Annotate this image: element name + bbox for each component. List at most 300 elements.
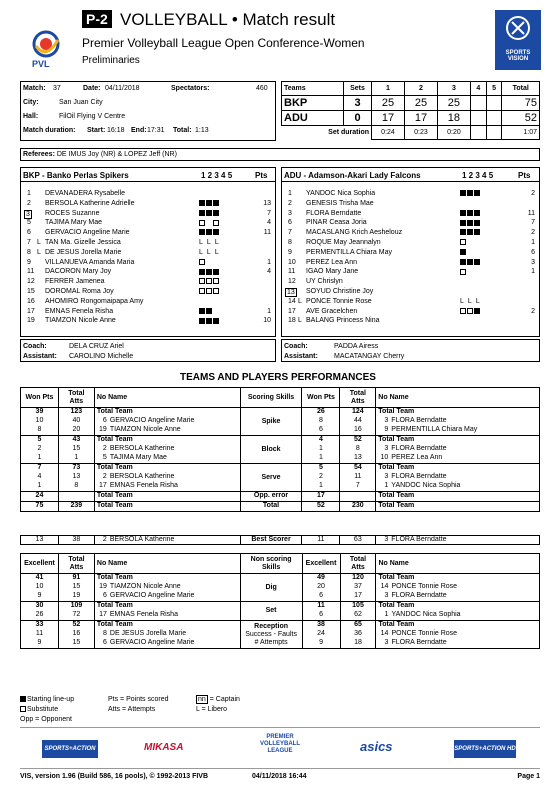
won-cell: 24 xyxy=(21,492,59,502)
player-row xyxy=(21,190,275,199)
player-name: EMNAS Fenela Risha xyxy=(109,611,178,618)
stat-value: 11 xyxy=(317,602,325,609)
set-participation xyxy=(199,278,220,287)
player-name: FLORA Berndatte xyxy=(391,417,447,424)
total-points: 75 xyxy=(502,96,540,111)
stat-value: 49 xyxy=(317,574,325,581)
player-number: 19 xyxy=(27,317,35,325)
stat-value: 2 xyxy=(318,473,323,480)
player-points: 3 xyxy=(531,258,535,266)
set-participation xyxy=(460,190,481,199)
player-entry xyxy=(97,611,238,620)
player-entry xyxy=(378,621,537,630)
won-cell xyxy=(302,464,340,492)
libero-set-mark: L xyxy=(467,297,472,305)
substitute-square xyxy=(213,278,219,284)
stat-value: 1 xyxy=(37,482,42,489)
player-points: 7 xyxy=(267,209,271,217)
player-no: 17 xyxy=(99,611,107,618)
player-name: FLORA Berndatte xyxy=(391,536,447,543)
stat-value: 18 xyxy=(354,639,362,646)
atts-cell: 239 xyxy=(58,502,94,512)
won-cell: 52 xyxy=(302,502,340,512)
stat-value: 30 xyxy=(35,602,44,609)
player-name: DEVANADERA Rysabelle xyxy=(45,190,126,197)
best-value: 13 xyxy=(21,536,59,545)
player-row xyxy=(282,259,539,268)
best-value: 11 xyxy=(302,536,340,545)
stat-value: 15 xyxy=(72,445,81,452)
won-cell xyxy=(302,436,340,464)
player-no: 3 xyxy=(384,592,389,599)
report-header xyxy=(20,8,540,74)
player-name: Total Team xyxy=(96,464,133,471)
page-title: VOLLEYBALL • Match result xyxy=(120,10,336,29)
player-entry xyxy=(97,417,238,426)
match-number: 37 xyxy=(53,85,61,92)
set-score: 17 xyxy=(404,111,437,126)
name-cell xyxy=(376,602,540,621)
player-name: EMNAS Fenela Risha xyxy=(45,307,114,315)
libero-set-mark: L xyxy=(199,239,203,246)
player-points: 4 xyxy=(267,219,271,227)
player-entry xyxy=(378,473,537,482)
stat-value: 120 xyxy=(352,574,364,581)
player-row xyxy=(21,288,275,297)
atts-cell xyxy=(340,464,376,492)
column-header: Non scoring Skills xyxy=(240,554,302,574)
stat-value: 13 xyxy=(353,454,362,461)
won-cell xyxy=(21,408,59,436)
team-a-assistant: CAROLINO Michelle xyxy=(69,353,134,360)
referees-bar xyxy=(20,148,540,161)
coach-label: Coach: xyxy=(284,343,308,350)
player-number: 6 xyxy=(27,229,31,237)
stat-value: 44 xyxy=(353,417,362,424)
stat-value: 26 xyxy=(317,408,325,415)
stat-value: 72 xyxy=(72,611,81,618)
player-points: 11 xyxy=(263,229,271,237)
sponsor-bar xyxy=(20,727,540,769)
player-row xyxy=(21,200,275,209)
player-name: Total Team xyxy=(378,436,415,443)
start-time: 16:18 xyxy=(107,127,125,134)
best-scorer-table xyxy=(20,535,540,545)
column-header: Won Pts xyxy=(302,388,340,408)
libero-set-mark: L xyxy=(199,248,203,256)
player-name: TIAMZON Nicole Anne xyxy=(109,426,181,433)
atts-cell: 230 xyxy=(340,502,376,512)
player-entry xyxy=(378,592,537,601)
player-name: GERVACIO Angeline Marie xyxy=(109,417,195,424)
starting-square xyxy=(467,229,473,235)
player-row xyxy=(21,259,275,268)
player-name: Total Team xyxy=(96,574,133,581)
starting-square xyxy=(206,318,212,324)
stat-value: 54 xyxy=(353,464,362,471)
performance-title: TEAMS AND PLAYERS PERFORMANCES xyxy=(180,372,376,383)
skill-cell: Serve xyxy=(240,464,302,492)
stat-value: 41 xyxy=(35,574,44,581)
player-entry xyxy=(97,408,238,417)
starting-square xyxy=(206,308,212,314)
player-name: PEREZ Lea Ann xyxy=(306,258,357,266)
set-participation xyxy=(460,249,467,258)
starting-square xyxy=(474,229,480,235)
name-cell: Total Team xyxy=(94,492,240,502)
set-participation xyxy=(460,210,481,219)
date-label: Date: xyxy=(83,85,101,92)
team-b-title: ADU - Adamson-Akari Lady Falcons xyxy=(284,171,421,180)
player-number: 15 xyxy=(27,288,35,295)
score-header: 3 xyxy=(437,82,470,96)
score-header: Teams xyxy=(282,82,344,96)
stat-value: 8 xyxy=(355,445,360,452)
starting-square xyxy=(199,200,205,206)
player-name: MACASLANG Krich Aeshelouz xyxy=(306,229,403,237)
stat-value: 10 xyxy=(35,417,44,424)
atts-cell xyxy=(58,464,94,492)
stat-value: 62 xyxy=(354,611,362,618)
player-points: 1 xyxy=(531,268,535,276)
player-number: 11 xyxy=(288,268,296,276)
set-participation xyxy=(199,317,220,326)
starting-square xyxy=(206,200,212,206)
starting-square xyxy=(213,200,219,206)
legend-opponent: Opp = Opponent xyxy=(20,716,72,723)
substitute-square xyxy=(467,308,473,314)
stat-value: 6 xyxy=(319,592,323,599)
stat-value: 11 xyxy=(354,473,362,480)
name-cell xyxy=(376,621,540,649)
starting-square xyxy=(474,308,480,314)
starting-square xyxy=(199,210,205,216)
set-duration-label: Set duration xyxy=(282,126,372,140)
column-header: Total Atts xyxy=(58,388,94,408)
pvl-logo-text: PVL xyxy=(32,59,50,69)
stat-value: 24 xyxy=(317,630,325,637)
city-value: San Juan City xyxy=(59,99,103,106)
name-cell xyxy=(94,408,240,436)
atts-cell xyxy=(58,492,94,502)
player-entry xyxy=(97,592,238,601)
player-points: 1 xyxy=(531,239,535,246)
won-cell xyxy=(302,621,340,649)
set-participation xyxy=(199,219,220,228)
player-points: 2 xyxy=(531,190,535,197)
player-number: 8 xyxy=(27,248,31,256)
player-name: ROQUE May Jeannalyn xyxy=(306,239,381,246)
legend xyxy=(20,696,320,726)
stat-value: 17 xyxy=(354,592,362,599)
skill-cell: Best Scorer xyxy=(240,536,302,545)
stat-value: 1 xyxy=(37,454,42,461)
player-name: Total Team xyxy=(96,408,133,415)
start-label: Start: xyxy=(87,127,106,134)
won-cell xyxy=(21,602,59,621)
player-number: 7 xyxy=(288,229,292,237)
player-name: TIAMZON Nicole Anne xyxy=(109,583,181,590)
footer-version: VIS, version 1.96 (Build 586, 16 pools), © 1992-2013 FIVB xyxy=(20,773,209,780)
stat-value: 15 xyxy=(72,639,81,646)
libero-set-mark: L xyxy=(460,297,464,305)
player-name: VILLANUEVA Amanda Maria xyxy=(45,258,135,266)
team-a-staff xyxy=(20,339,276,362)
player-entry xyxy=(378,417,537,426)
player-name: PONCE Tonnie Rose xyxy=(306,297,372,305)
player-name: Total Team xyxy=(96,436,133,443)
name-cell xyxy=(94,621,240,649)
stat-value: 37 xyxy=(354,583,362,590)
player-number: 3 xyxy=(288,209,292,217)
player-number: 8 xyxy=(288,239,292,246)
skill-cell: Set xyxy=(240,602,302,621)
stat-value: 73 xyxy=(72,464,81,471)
set-participation xyxy=(199,200,220,209)
stat-value: 109 xyxy=(70,602,83,609)
stat-value: 10 xyxy=(35,583,44,590)
stat-value: 15 xyxy=(72,583,81,590)
libero-set-mark: L xyxy=(214,239,219,246)
atts-cell xyxy=(340,408,376,436)
substitute-square xyxy=(199,288,205,294)
player-name: BERSOLA Katherine xyxy=(109,536,175,543)
name-cell xyxy=(94,436,240,464)
team-b-staff xyxy=(281,339,540,362)
player-row xyxy=(282,210,539,219)
player-name: GENESIS Trisha Mae xyxy=(306,199,374,207)
starting-square xyxy=(467,190,473,196)
substitute-square xyxy=(213,288,219,294)
assistant-label: Assistant: xyxy=(284,353,318,360)
starting-square xyxy=(460,220,466,226)
starting-square xyxy=(199,318,205,324)
player-number: 13 xyxy=(287,289,295,296)
score-header: Total xyxy=(502,82,540,96)
player-entry xyxy=(378,464,537,473)
player-entry xyxy=(97,482,238,491)
set-duration: 0:23 xyxy=(404,126,437,140)
player-number: 9 xyxy=(27,258,31,266)
player-points: 13 xyxy=(263,199,271,207)
stat-value: 38 xyxy=(317,621,325,628)
player-row xyxy=(282,239,539,248)
sponsor-logo: SPORTS+ACTION xyxy=(42,740,98,758)
stat-value: 8 xyxy=(74,482,79,489)
starting-square xyxy=(460,249,466,255)
sports-vision-text: SPORTS VISION xyxy=(505,50,531,62)
team-b-player-list xyxy=(282,190,539,330)
stat-value: 1 xyxy=(318,482,323,489)
libero-mark: L xyxy=(37,239,41,246)
libero-set-mark: L xyxy=(206,239,211,246)
set-score xyxy=(470,96,486,111)
substitute-swatch xyxy=(20,706,26,712)
player-name: EMNAS Fenela Risha xyxy=(109,482,178,489)
set-score: 18 xyxy=(437,111,470,126)
starting-square xyxy=(467,210,473,216)
legend-attempts: Atts = Attempts xyxy=(108,706,156,713)
stat-value: 40 xyxy=(72,417,81,424)
player-row xyxy=(282,249,539,258)
set-participation xyxy=(460,298,484,307)
performance-table xyxy=(20,387,540,512)
stat-value: 11 xyxy=(35,630,44,637)
player-points: 1 xyxy=(267,258,271,266)
best-name xyxy=(94,536,240,545)
player-row xyxy=(21,210,275,219)
player-name: GERVACIO Angeline Marie xyxy=(109,639,195,646)
player-number: 12 xyxy=(288,278,296,286)
atts-cell xyxy=(58,621,94,649)
set-score xyxy=(470,111,486,126)
starting-square xyxy=(213,210,219,216)
player-name: Total Team xyxy=(96,602,133,609)
starting-square xyxy=(474,190,480,196)
player-no: 6 xyxy=(102,639,107,646)
column-header: Total Atts xyxy=(340,554,376,574)
won-cell: 75 xyxy=(21,502,59,512)
competition-name: Premier Volleyball League Open Conference-Women xyxy=(82,36,365,50)
player-name: PEREZ Lea Ann xyxy=(391,454,443,461)
set-participation xyxy=(199,229,220,238)
player-row xyxy=(21,249,275,258)
end-label: End: xyxy=(131,127,147,134)
name-cell: Total Team xyxy=(376,502,540,512)
skill-name: Reception xyxy=(254,622,288,630)
player-no: 2 xyxy=(102,445,107,452)
score-header: Sets xyxy=(344,82,372,96)
player-entry xyxy=(378,639,537,648)
set-participation xyxy=(460,259,481,268)
player-no: 1 xyxy=(384,611,389,618)
set-score: 17 xyxy=(372,111,405,126)
coach-label: Coach: xyxy=(23,343,47,350)
starting-square xyxy=(474,259,480,265)
player-row xyxy=(21,298,275,307)
column-header: Scoring Skills xyxy=(240,388,302,408)
player-row xyxy=(282,200,539,209)
won-cell xyxy=(21,621,59,649)
starting-square xyxy=(460,259,466,265)
team-a-title: BKP - Banko Perlas Spikers xyxy=(23,171,129,180)
player-no: 10 xyxy=(380,454,389,461)
player-name: Total Team xyxy=(378,602,415,609)
stat-value: 9 xyxy=(319,639,323,646)
player-no: 3 xyxy=(384,417,389,424)
player-name: IGAO Mary Jane xyxy=(306,268,359,276)
starting-square xyxy=(213,229,219,235)
stat-value: 65 xyxy=(354,621,362,628)
player-entry xyxy=(97,621,238,630)
substitute-square xyxy=(460,269,466,275)
atts-cell xyxy=(340,621,376,649)
player-name: BERSOLA Katherine xyxy=(109,473,175,480)
player-name: PERMENTILLA Chiara May xyxy=(306,248,392,256)
competition-phase: Preliminaries xyxy=(82,55,140,66)
player-entry xyxy=(97,630,238,639)
set-participation xyxy=(460,268,467,277)
sets-won: 0 xyxy=(344,111,372,126)
team-code: BKP xyxy=(282,96,344,111)
won-cell xyxy=(302,408,340,436)
player-name: FERRER Jamenea xyxy=(45,278,105,286)
player-points: 2 xyxy=(531,307,535,315)
substitute-square xyxy=(206,288,212,294)
player-name: PONCE Tonnie Rose xyxy=(391,630,458,637)
player-row xyxy=(21,229,275,238)
player-name: DE JESUS Jorella Marie xyxy=(45,248,122,256)
referees-value: DE IMUS Joy (NR) & LOPEZ Jeff (NR) xyxy=(56,151,177,158)
city-label: City: xyxy=(23,99,39,106)
stat-value: 105 xyxy=(352,602,364,609)
player-row xyxy=(21,239,275,248)
player-row xyxy=(21,317,275,326)
atts-cell xyxy=(340,574,376,602)
performance-table xyxy=(20,553,540,649)
player-row xyxy=(282,219,539,228)
player-name: TAN Ma. Gizelle Jessica xyxy=(45,239,121,246)
player-name: TIAMZON Nicole Anne xyxy=(45,317,116,325)
score-table xyxy=(281,81,540,140)
player-no: 9 xyxy=(384,426,389,433)
player-no: 3 xyxy=(384,445,389,452)
column-header: No Name xyxy=(376,388,540,408)
footer-page: Page 1 xyxy=(517,773,540,780)
score-header: 1 xyxy=(372,82,405,96)
set-duration-total: 1:07 xyxy=(502,126,540,140)
atts-cell xyxy=(58,436,94,464)
set-duration xyxy=(470,126,486,140)
footer-date: 04/11/2018 16:44 xyxy=(252,773,307,780)
stat-value: 52 xyxy=(72,621,81,628)
player-name: YANDOC Nica Sophia xyxy=(391,482,461,489)
substitute-square xyxy=(460,308,466,314)
player-name: BERSOLA Katherine xyxy=(109,445,175,452)
column-header: No Name xyxy=(94,554,240,574)
player-entry xyxy=(378,611,537,620)
player-number: 18 xyxy=(288,317,296,325)
libero-set-mark: L xyxy=(214,248,219,256)
stat-value: 124 xyxy=(351,408,364,415)
player-number: 17 xyxy=(27,307,35,315)
player-entry xyxy=(378,445,537,454)
sports-vision-logo xyxy=(495,10,541,70)
set-participation xyxy=(460,239,467,248)
team-a-pts-header: Pts xyxy=(255,171,268,180)
player-no: 19 xyxy=(99,426,107,433)
player-name: DACORON Mary Joy xyxy=(45,268,112,276)
set-participation xyxy=(460,219,481,228)
sponsor-logo: MIKASA xyxy=(144,742,184,753)
substitute-square xyxy=(206,278,212,284)
starting-square xyxy=(460,229,466,235)
player-name: PONCE Tonnie Rose xyxy=(391,583,458,590)
player-name: GERVACIO Angeline Marie xyxy=(45,229,130,237)
player-entry xyxy=(97,473,238,482)
libero-mark: L xyxy=(37,248,41,256)
player-no: 5 xyxy=(102,454,107,461)
player-entry xyxy=(378,454,537,463)
player-no: 3 xyxy=(384,536,389,543)
player-no: 2 xyxy=(102,536,107,543)
set-duration xyxy=(486,126,502,140)
stat-value: 6 xyxy=(318,426,323,433)
column-header: Won Pts xyxy=(21,388,59,408)
best-value: 63 xyxy=(340,536,376,545)
stat-value: 9 xyxy=(37,592,42,599)
player-number: 9 xyxy=(288,248,292,256)
